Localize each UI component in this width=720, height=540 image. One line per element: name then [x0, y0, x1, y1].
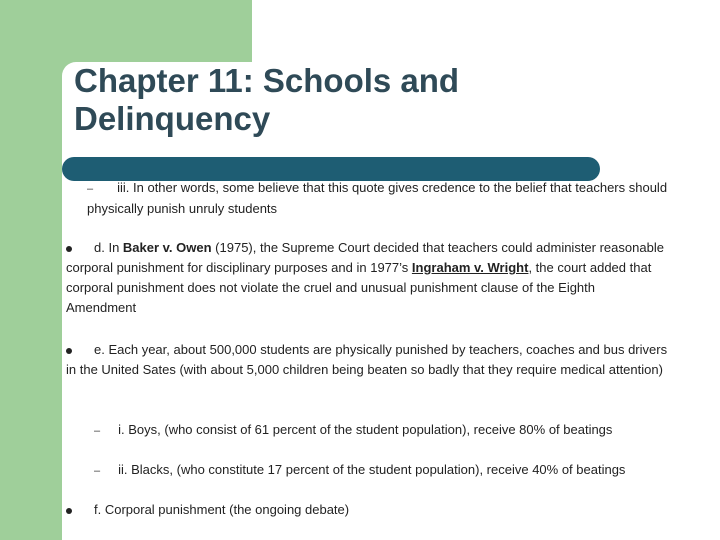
case-ingraham-v-wright: Ingraham v. Wright: [411, 260, 529, 275]
list-item-f: [66, 500, 666, 520]
list-item-e: [66, 340, 676, 380]
title-line-1: Chapter 11: Schools and: [74, 62, 460, 99]
bullet-icon: [66, 508, 72, 514]
item-ii-text: ii. Blacks, (who constitute 17 percent of the student population), receive 40% of beatings: [118, 462, 626, 477]
dash-marker: –: [87, 183, 94, 195]
list-item-i: [94, 420, 694, 441]
slide-title: [74, 62, 634, 138]
item-f-text: f. Corporal punishment (the ongoing debate): [94, 502, 350, 517]
case-baker-v-owen: Baker v. Owen: [122, 240, 212, 255]
item-i-text: i. Boys, (who consist of 61 percent of the student population), receive 80% of beatings: [118, 422, 613, 437]
item-iii-text: iii. In other words, some believe that this quote gives credence to the belief that teachers should physically punish unruly students: [87, 180, 668, 216]
list-item-iii: [87, 178, 687, 219]
dash-marker: –: [94, 465, 101, 477]
list-item-ii: [94, 460, 704, 481]
title-line-2: Delinquency: [74, 100, 271, 137]
dash-marker: –: [94, 425, 101, 437]
bullet-icon: [66, 246, 72, 252]
list-item-d: [66, 238, 666, 318]
item-d-part2: (1975), the Supreme Court decided that teachers could administer reasonable corporal punishment for disciplinary purposes and in 1977’s: [66, 240, 664, 275]
item-d-part1: d. In: [94, 240, 123, 255]
item-e-text: e. Each year, about 500,000 students are physically punished by teachers, coaches and bus drivers in the United Sates (with about 5,000 children being beaten so badly that they require medical attention): [66, 342, 668, 377]
bullet-icon: [66, 348, 72, 354]
item-d-part3: , the court added that corporal punishment does not violate the cruel and unusual punishment clause of the Eighth Amendment: [66, 260, 652, 315]
